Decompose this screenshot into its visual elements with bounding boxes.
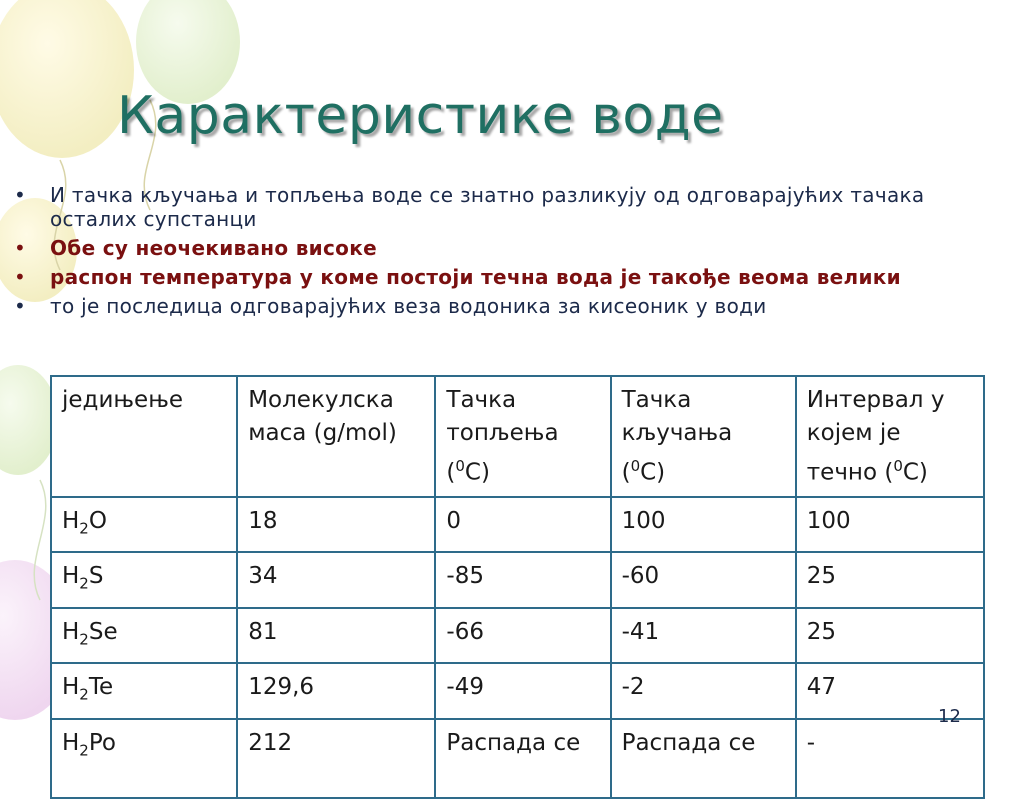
bullet-icon: • xyxy=(14,236,27,260)
header-liquid-range: Интервал у којем је течно ($^0$C) xyxy=(796,376,984,497)
header-compound: једињење xyxy=(51,376,237,497)
cell-melting-point: -49 xyxy=(435,663,610,719)
cell-melting-point: 0 xyxy=(435,497,610,553)
cell-molar-mass: 18 xyxy=(237,497,435,553)
bullet-item-highlight xyxy=(14,236,1004,260)
cell-boiling-point: -60 xyxy=(611,552,796,608)
bullet-text: то је последица одговарајућих веза водоника за кисеоник у води xyxy=(50,294,767,318)
header-boiling-point: Тачка кључања ($^0$C) xyxy=(611,376,796,497)
bullet-text: Обе су неочекивано високе xyxy=(50,236,377,260)
cell-liquid-range: - xyxy=(796,719,984,798)
bullet-text: распон температура у коме постоји течна вода је такође веома велики xyxy=(50,265,901,289)
cell-liquid-range: 47 xyxy=(796,663,984,719)
cell-compound: $H_2Po$ xyxy=(51,719,237,798)
cell-melting-point: Распада се xyxy=(435,719,610,798)
bullet-icon: • xyxy=(14,294,27,318)
bullet-item xyxy=(14,294,1004,318)
cell-boiling-point: -41 xyxy=(611,608,796,664)
cell-molar-mass: 129,6 xyxy=(237,663,435,719)
cell-boiling-point: 100 xyxy=(611,497,796,553)
bullet-icon: • xyxy=(14,265,27,289)
cell-compound: $H_2O$ xyxy=(51,497,237,553)
cell-boiling-point: -2 xyxy=(611,663,796,719)
cell-compound: $H_2Te$ xyxy=(51,663,237,719)
cell-liquid-range: 25 xyxy=(796,552,984,608)
cell-liquid-range: 100 xyxy=(796,497,984,553)
properties-table xyxy=(50,375,985,799)
cell-molar-mass: 34 xyxy=(237,552,435,608)
table-row xyxy=(51,719,984,798)
slide-title: Карактеристике воде xyxy=(117,86,724,146)
bullet-text: И тачка кључања и топљења воде се знатно разликују од одговарајућих тачака осталих супстанци xyxy=(50,183,925,231)
cell-compound: $H_2Se$ xyxy=(51,608,237,664)
cell-melting-point: -66 xyxy=(435,608,610,664)
header-molar-mass: Молекулска маса (g/mol) xyxy=(237,376,435,497)
bullet-list xyxy=(14,183,1004,323)
cell-compound: $H_2S$ xyxy=(51,552,237,608)
table-row xyxy=(51,552,984,608)
cell-melting-point: -85 xyxy=(435,552,610,608)
bullet-icon: • xyxy=(14,183,27,207)
balloon-yellow-large xyxy=(0,0,134,158)
cell-boiling-point: Распада се xyxy=(611,719,796,798)
page-number: 12 xyxy=(938,706,961,727)
bullet-item-highlight xyxy=(14,265,1004,289)
table-row xyxy=(51,497,984,553)
table-row xyxy=(51,663,984,719)
table-row xyxy=(51,608,984,664)
table-header-row xyxy=(51,376,984,497)
cell-liquid-range: 25 xyxy=(796,608,984,664)
header-melting-point: Тачка топљења ($^0$C) xyxy=(435,376,610,497)
cell-molar-mass: 212 xyxy=(237,719,435,798)
cell-molar-mass: 81 xyxy=(237,608,435,664)
bullet-item xyxy=(14,183,1004,231)
